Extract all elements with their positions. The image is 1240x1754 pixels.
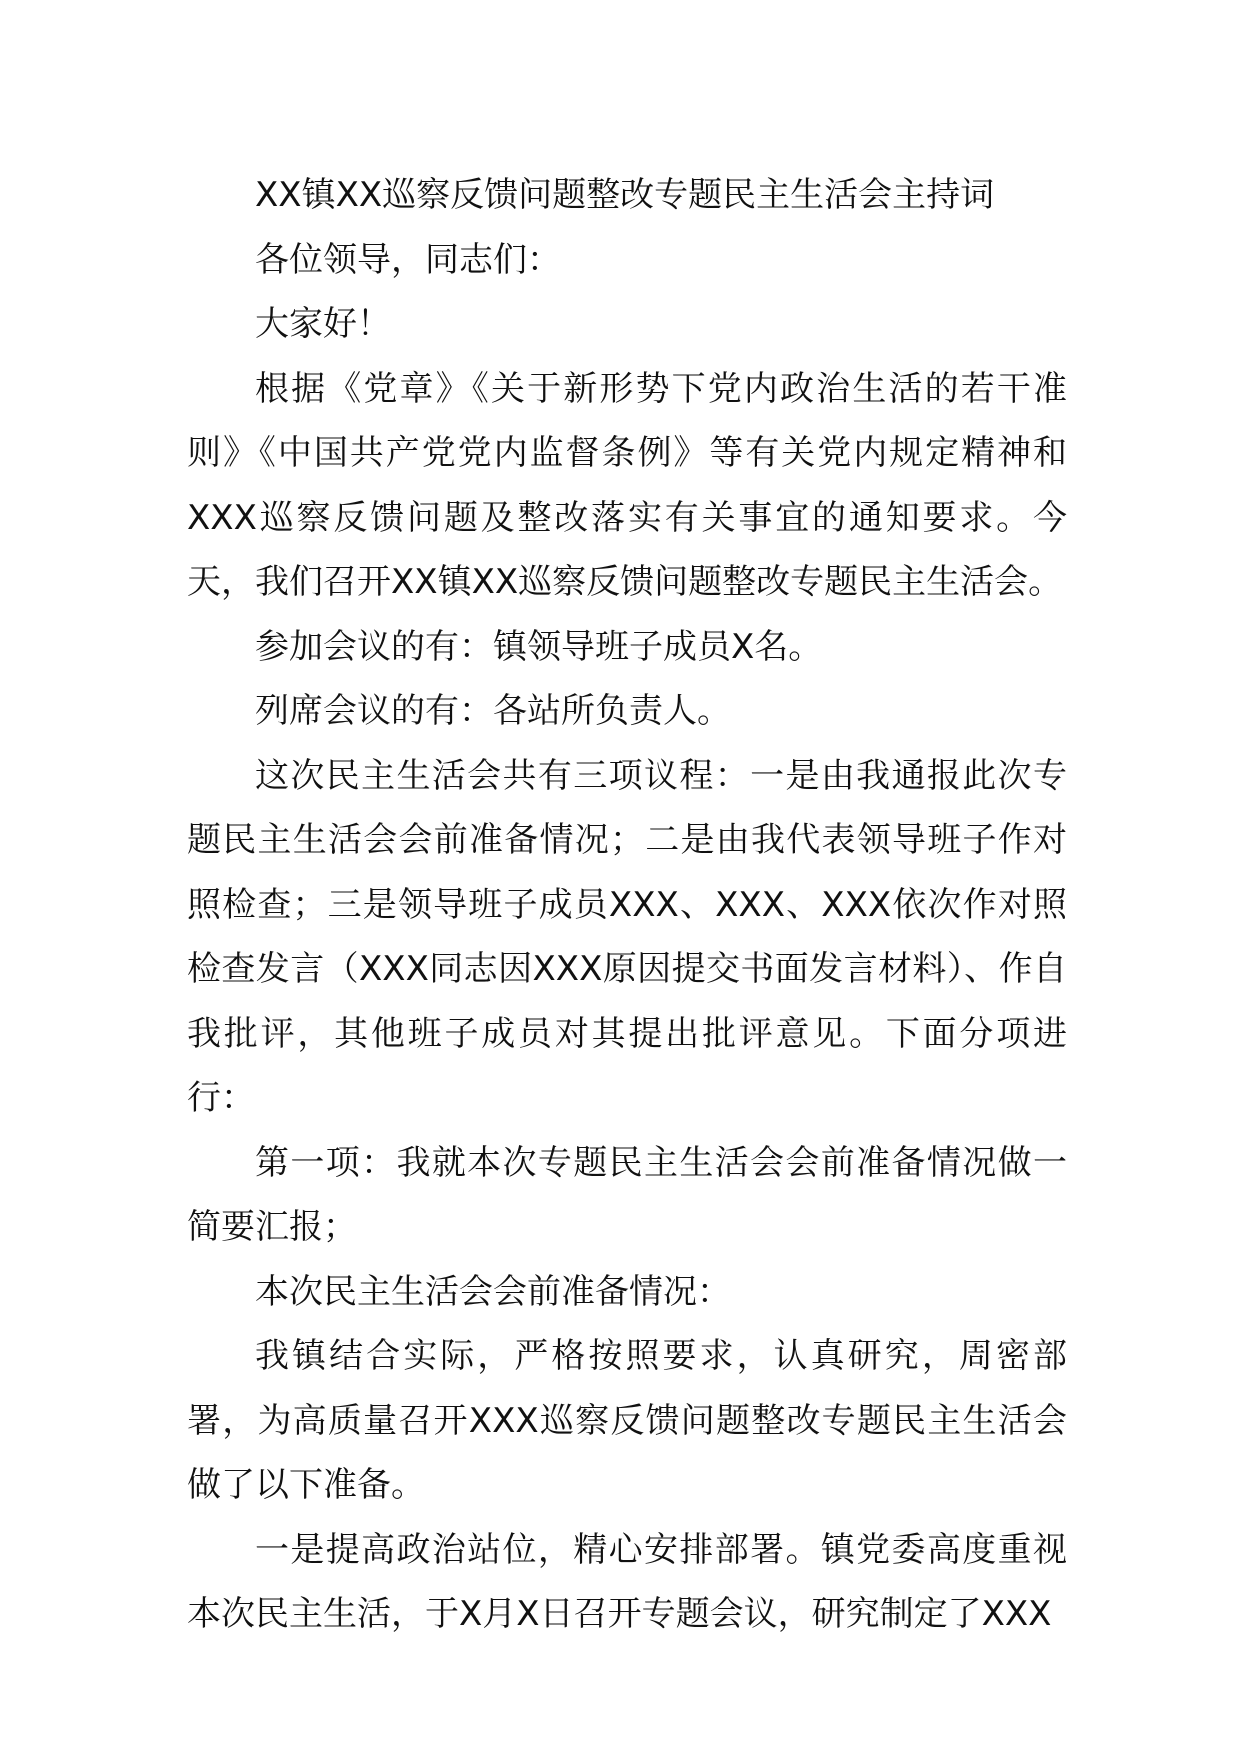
paragraph-observers: 列席会议的有：各站所负责人。 [255, 691, 731, 731]
greeting: 大家好！ [255, 304, 391, 344]
paragraph-preparation-heading: 本次民主生活会会前准备情况： [255, 1271, 731, 1312]
document-body [187, 163, 1067, 1647]
paragraph-point-one: 一是提高政治站位，精心安排部署。镇党委高度重视本次民主生活，于X月X日召开专题会议，研究制定了XXX [187, 1529, 1067, 1634]
paragraph-basis: 根据《党章》《关于新形势下党内政治生活的若干准则》《中国共产党党内监督条例》等有关党内规定精神和XXX巡察反馈问题及整改落实有关事宜的通知要求。今天，我们召开XX镇XX巡察反馈问题整改专题民主生活会。 [187, 368, 1067, 602]
paragraph-agenda: 这次民主生活会共有三项议程：一是由我通报此次专题民主生活会会前准备情况；二是由我代表领导班子作对照检查；三是领导班子成员XXX、XXX、XXX依次作对照检查发言（XXX同志因XXX原因提交书面发言材料）、作自我批评，其他班子成员对其提出批评意见。下面分项进行： [187, 755, 1067, 1118]
document-title: XX镇XX巡察反馈问题整改专题民主生活会主持词 [255, 175, 995, 215]
paragraph-item-one: 第一项：我就本次专题民主生活会会前准备情况做一简要汇报； [187, 1142, 1067, 1247]
salutation: 各位领导，同志们： [255, 239, 561, 280]
paragraph-preparation: 我镇结合实际，严格按照要求，认真研究，周密部署，为高质量召开XXX巡察反馈问题整改专题民主生活会做了以下准备。 [187, 1336, 1067, 1505]
paragraph-attendees: 参加会议的有：镇领导班子成员X名。 [255, 626, 823, 667]
